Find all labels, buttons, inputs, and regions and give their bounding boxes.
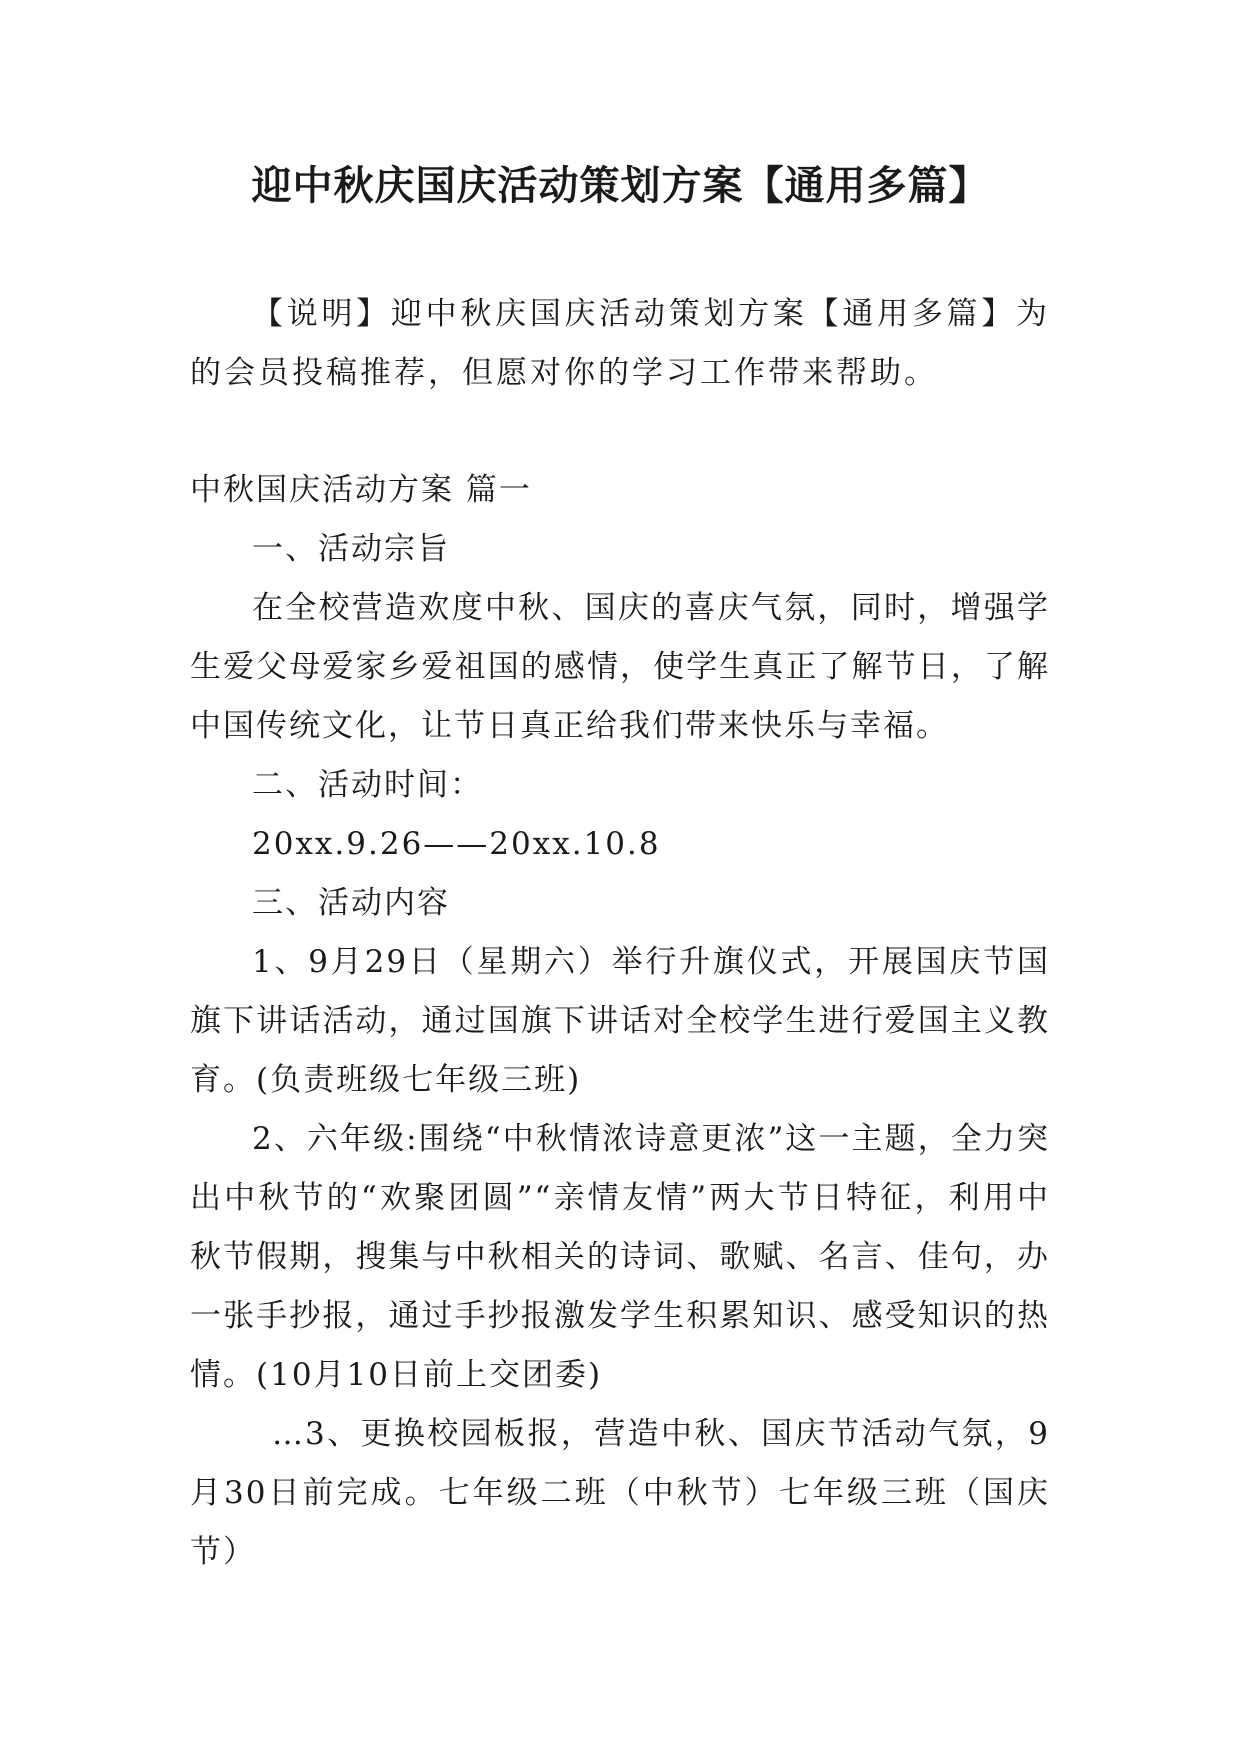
document-title: 迎中秋庆国庆活动策划方案【通用多篇】 (251, 163, 990, 209)
intro-paragraph: 【说明】迎中秋庆国庆活动策划方案【通用多篇】为的会员投稿推荐，但愿对你的学习工作带来帮助。 (190, 296, 1050, 391)
section-content (190, 520, 1050, 1582)
paragraph-time: 20xx.9.26——20xx.10.8 (252, 826, 661, 862)
heading-time: 二、活动时间： (252, 767, 483, 803)
content-item-2: 2、六年级:围绕“中秋情浓诗意更浓”这一主题，全力突出中秋节的“欢聚团圆”“亲情友情”两大节日特征，利用中秋节假期，搜集与中秋相关的诗词、歌赋、名言、佳句，办一张手抄报，通过手抄报激发学生积累知识、感受知识的热情。(10月10日前上交团委) (190, 1121, 1050, 1393)
paragraph-purpose: 在全校营造欢度中秋、国庆的喜庆气氛，同时，增强学生爱父母爱家乡爱祖国的感情，使学生真正了解节日，了解中国传统文化，让节日真正给我们带来快乐与幸福。 (190, 590, 1050, 744)
heading-content: 三、活动内容 (252, 885, 450, 921)
content-item-3: …3、更换校园板报，营造中秋、国庆节活动气氛，9月30日前完成。七年级二班（中秋节）七年级三班（国庆节） (190, 1416, 1050, 1570)
section-title: 中秋国庆活动方案 篇一 (190, 472, 532, 508)
heading-purpose: 一、活动宗旨 (252, 531, 450, 567)
content-item-1: 1、9月29日（星期六）举行升旗仪式，开展国庆节国旗下讲话活动，通过国旗下讲话对全校学生进行爱国主义教育。(负责班级七年级三班) (190, 944, 1050, 1098)
